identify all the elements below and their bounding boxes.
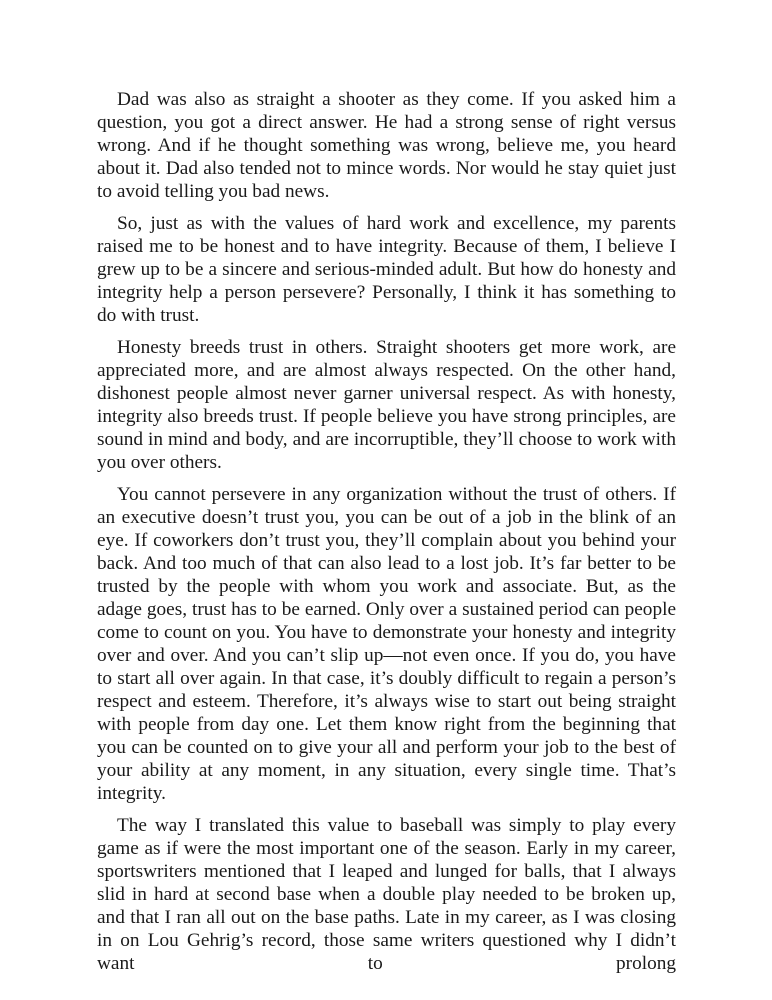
paragraph-1: Dad was also as straight a shooter as they come. If you asked him a question, you got a direct answer. He had a strong sense of right versus wrong. And if he thought something was wrong, believe me, you heard about it. Dad also tended not to mince words. Nor would he stay quiet just to avoid telling you bad news. <box>97 89 676 202</box>
body-text <box>97 88 676 975</box>
paragraph-3: Honesty breeds trust in others. Straight shooters get more work, are appreciated more, and are almost always respected. On the other hand, dishonest people almost never garner universal respect. As with honesty, integrity also breeds trust. If people believe you have strong principles, are sound in mind and body, and are incorruptible, they’ll choose to work with you over others. <box>97 337 676 473</box>
paragraph-4: You cannot persevere in any organization without the trust of others. If an executive doesn’t trust you, you can be out of a job in the blink of an eye. If coworkers don’t trust you, they’ll complain about you behind your back. And too much of that can also lead to a lost job. It’s far better to be trusted by the people with whom you work and associate. But, as the adage goes, trust has to be earned. Only over a sustained period can people come to count on you. You have to demonstrate your honesty and integrity over and over. And you can’t slip up—not even once. If you do, you have to start all over again. In that case, it’s doubly difficult to regain a person’s respect and esteem. Therefore, it’s always wise to start out being straight with people from day one. Let them know right from the beginning that you can be counted on to give your all and perform your job to the best of your ability at any moment, in any situation, every single time. That’s integrity. <box>97 484 676 804</box>
paragraph-5: The way I translated this value to baseball was simply to play every game as if were the most important one of the season. Early in my career, sportswriters mentioned that I leaped and lunged for balls, that I always slid in hard at second base when a double play needed to be broken up, and that I ran all out on the base paths. Late in my career, as I was closing in on Lou Gehrig’s record, those same writers questioned why I didn’t want to prolong <box>97 815 676 974</box>
paragraph-2: So, just as with the values of hard work and excellence, my parents raised me to be honest and to have integrity. Because of them, I believe I grew up to be a sincere and serious-minded adult. But how do honesty and integrity help a person persevere? Personally, I think it has something to do with trust. <box>97 213 676 326</box>
